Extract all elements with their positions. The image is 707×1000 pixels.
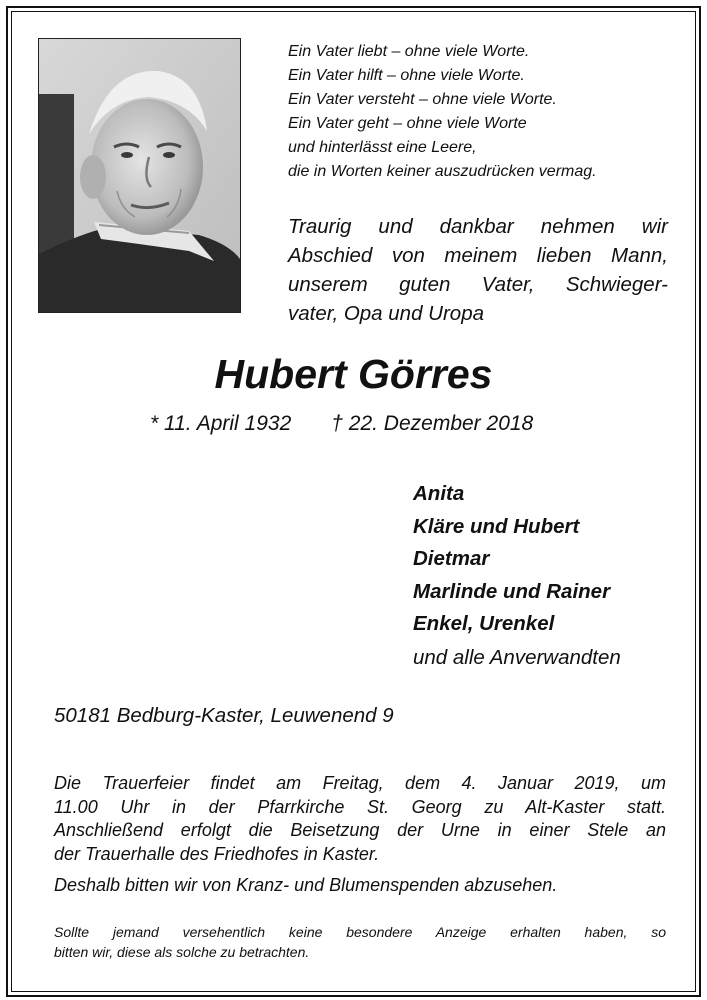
portrait-photo <box>38 38 241 313</box>
poem-line: Ein Vater liebt – ohne viele Worte. <box>288 43 530 60</box>
family-member: Enkel, Urenkel <box>413 612 555 636</box>
poem-line: Ein Vater hilft – ohne viele Worte. <box>288 67 525 84</box>
service-line: der Trauerhalle des Friedhofes in Kaster. <box>54 843 380 864</box>
family-closing: und alle Anverwandten <box>413 645 621 669</box>
flowers-note: Deshalb bitten wir von Kranz- und Blumenspenden abzusehen. <box>54 875 558 895</box>
intro-line: vater, Opa und Uropa <box>288 302 485 325</box>
poem-line: Ein Vater geht – ohne viele Worte <box>288 115 527 132</box>
poem-line: die in Worten keiner auszudrücken vermag. <box>288 163 597 180</box>
intro-line: unserem guten Vater, Schwieger- <box>288 273 668 296</box>
poem <box>288 40 678 184</box>
service-info <box>54 772 666 898</box>
notice-line: bitten wir, diese als solche zu betrachten. <box>54 944 310 960</box>
family-member: Dietmar <box>413 547 490 571</box>
address: 50181 Bedburg-Kaster, Leuwenend 9 <box>54 704 394 727</box>
family-member: Kläre und Hubert <box>413 514 580 538</box>
service-line: Anschließend erfolgt die Beisetzung der Urne in einer Stele an <box>54 820 666 840</box>
notice-text <box>54 922 666 962</box>
poem-line: und hinterlässt eine Leere, <box>288 139 477 156</box>
intro-line: Traurig und dankbar nehmen wir <box>288 215 668 238</box>
notice-line: Sollte jemand versehentlich keine besondere Anzeige erhalten haben, so <box>54 924 666 940</box>
family-member: Marlinde und Rainer <box>413 579 611 603</box>
deceased-name: Hubert Görres <box>214 351 493 397</box>
family-list <box>413 478 621 675</box>
family-member: Anita <box>413 482 465 505</box>
service-line: Die Trauerfeier findet am Freitag, dem 4. Januar 2019, um <box>54 773 666 793</box>
death-date: † 22. Dezember 2018 <box>331 412 534 435</box>
birth-date: * 11. April 1932 <box>150 412 292 435</box>
poem-line: Ein Vater versteht – ohne viele Worte. <box>288 91 557 108</box>
intro-line: Abschied von meinem lieben Mann, <box>288 244 668 267</box>
life-dates <box>150 410 533 438</box>
service-line: 11.00 Uhr in der Pfarrkirche St. Georg zu Alt-Kaster statt. <box>54 796 666 817</box>
intro-text <box>288 212 668 328</box>
